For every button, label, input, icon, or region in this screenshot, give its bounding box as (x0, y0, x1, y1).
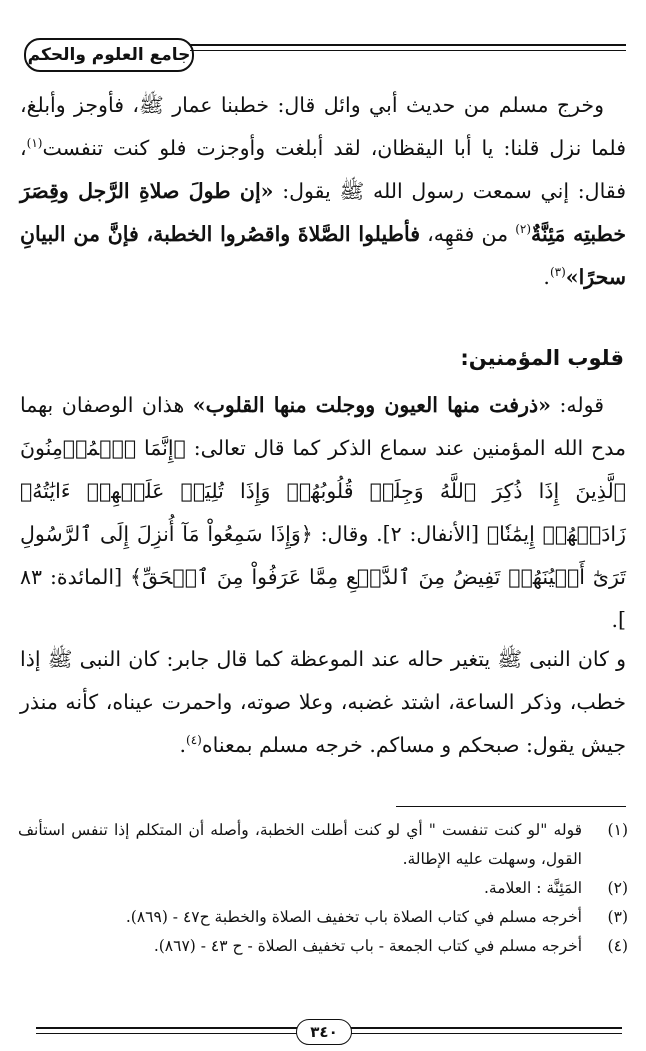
paragraph-end: . (179, 733, 186, 757)
verse-reference: [الأنفال: ٢]. وقال: (312, 522, 487, 546)
footnote-text: المَئِنَّة : العلامة. (483, 879, 582, 897)
verse-reference: [المائدة: ٨٣ ]. (20, 565, 626, 632)
footnote-text: أخرجه مسلم في كتاب الصلاة باب تخفيف الصلاة والخطبة ح٤٧ - (٨٦٩). (125, 908, 582, 926)
footnotes (18, 816, 628, 961)
paragraph-text: ، فقال: إني سمعت رسول الله ﷺ يقول: (20, 136, 626, 203)
footnote-ref-1: (١) (26, 136, 43, 151)
page-number: ٣٤٠ (296, 1019, 352, 1045)
quran-verse: ﴿وَإِذَا سَمِعُواْ مَآ أُنزِلَ إِلَى ٱلرَّسُولِ تَرَىٰٓ أَعۡيُنَهُمۡ تَفِيضُ مِنَ ٱلدَّمۡعِ مِمَّا عَرَفُواْ مِنَ ٱلۡحَقِّ﴾ (20, 522, 626, 589)
footnote-number: (١) (607, 821, 628, 839)
quoted-phrase: «ذرفت منها العيون ووجلت منها القلوب» (192, 393, 551, 417)
footnote-ref-2: (٢) (515, 222, 532, 237)
paragraph-text: وخرج مسلم من حديث أبي وائل قال: خطبنا عمار ﷺ، فأوجز وأبلغ، فلما نزل قلنا: يا أبا اليقظان، لقد أبلغت وأوجزت فلو كنت تنفست (20, 93, 626, 160)
header-rule-bottom (190, 50, 626, 51)
footnote-number: (٢) (607, 879, 628, 897)
footnote-ref-4: (٤) (186, 733, 202, 748)
footnote-item (18, 932, 628, 961)
quran-verse: ﴿إِنَّمَا ٱلۡمُؤۡمِنُونَ ٱلَّذِينَ إِذَا ذُكِرَ ٱللَّهُ وَجِلَتۡ قُلُوبُهُمۡ وَإِذَا تُلِيَتۡ عَلَيۡهِمۡ ءَايَٰتُهُۥ زَادَتۡهُمۡ إِيمَٰنٗا﴾ (20, 436, 627, 546)
footnote-text: قوله "لو كنت تنفست " أي لو كنت أطلت الخطبة، وأصله أن المتكلم إذا تنفس استأنف القول، وسهلت عليه الإطالة. (18, 821, 582, 868)
footnote-item (18, 903, 628, 932)
paragraph-text: قوله: (550, 393, 604, 417)
paragraph-hadith-ammar (20, 84, 626, 299)
footnote-number: (٤) (607, 937, 628, 955)
paragraph-text: و كان النبى ﷺ يتغير حاله عند الموعظة كما قال جابر: كان النبى ﷺ إذا خطب، وذكر الساعة، اشتد غضبه، وعلا صوته، واحمرت عيناه، كأنه منذر جيش يقول: صبحكم و مساكم. خرجه مسلم بمعناه (20, 647, 626, 757)
footnote-number: (٣) (607, 908, 628, 926)
header-rule-top (190, 44, 626, 46)
hadith-quote: «إن طولَ صلاةِ الرَّجل وقِصَرَ خطبتِه مَئِنَّةٌ (20, 179, 626, 246)
paragraph-text: هذان الوصفان بهما مدح الله المؤمنين عند سماع الذكر كما قال تعالى: (20, 393, 626, 460)
footnote-separator (396, 806, 626, 807)
footnote-text: أخرجه مسلم في كتاب الجمعة - باب تخفيف الصلاة - ح ٤٣ - (٨٦٧). (153, 937, 582, 955)
footnote-ref-3: (٣) (549, 265, 566, 280)
section-heading: قلوب المؤمنين: (460, 346, 624, 370)
footnote-item (18, 816, 628, 874)
running-header-title: جامع العلوم والحكم (24, 38, 194, 72)
paragraph-prophet-sermon (20, 638, 626, 767)
hadith-quote: فأطيلوا الصَّلاةَ واقصُروا الخطبة، فإنَّ من البيانِ سحرًا» (20, 222, 626, 289)
paragraph-end: . (543, 265, 550, 289)
footnote-item (18, 874, 628, 903)
paragraph-text: من فقهِه، (420, 222, 516, 246)
paragraph-hearts-of-believers (20, 384, 626, 642)
